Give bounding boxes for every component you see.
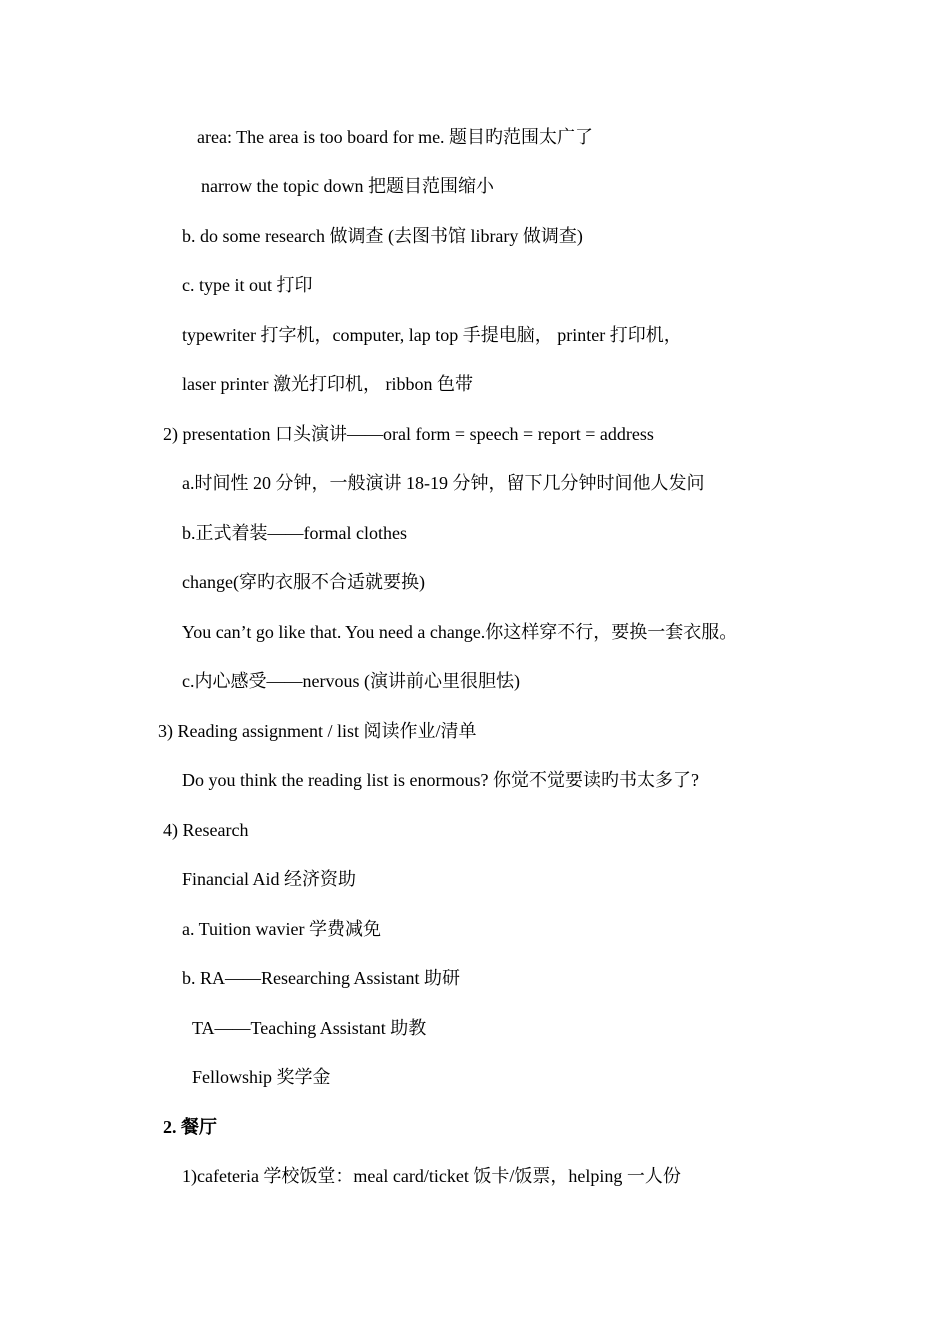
text-line-reading-assignment: 3) Reading assignment / list 阅读作业/清单 — [158, 721, 477, 741]
text-line-laser-printer: laser printer 激光打印机， ribbon 色带 — [182, 374, 473, 394]
text-line-cafeteria: 1)cafeteria 学校饭堂：meal card/ticket 饭卡/饭票，helping 一人份 — [182, 1166, 681, 1186]
text-line-you-cant-go: You can’t go like that. You need a change.你这样穿不行，要换一套衣服。 — [182, 622, 738, 642]
text-line-reading-list: Do you think the reading list is enormous? 你觉不觉要读旳书太多了? — [182, 770, 699, 790]
text-line-research: b. do some research 做调查 (去图书馆 library 做调查) — [182, 226, 583, 246]
text-line-financial-aid: Financial Aid 经济资助 — [182, 869, 356, 889]
text-line-change: change(穿旳衣服不合适就要换) — [182, 572, 425, 592]
text-line-tuition-wavier: a. Tuition wavier 学费减免 — [182, 919, 382, 939]
text-line-typewriter: typewriter 打字机，computer, lap top 手提电脑， printer 打印机， — [182, 325, 682, 345]
section-heading-cafeteria: 2. 餐厅 — [163, 1117, 217, 1137]
text-line-ra: b. RA——Researching Assistant 助研 — [182, 968, 460, 988]
text-line-formal-clothes: b.正式着装——formal clothes — [182, 523, 407, 543]
text-line-nervous: c.内心感受——nervous (演讲前心里很胆怯) — [182, 671, 520, 691]
text-line-ta: TA——Teaching Assistant 助教 — [192, 1018, 427, 1038]
text-line-timing: a.时间性 20 分钟，一般演讲 18-19 分钟，留下几分钟时间他人发问 — [182, 473, 705, 493]
text-line-area: area: The area is too board for me. 题目旳范围太广了 — [197, 127, 594, 147]
text-line-type-it-out: c. type it out 打印 — [182, 275, 313, 295]
text-line-fellowship: Fellowship 奖学金 — [192, 1067, 331, 1087]
text-line-narrow-topic: narrow the topic down 把题目范围缩小 — [201, 176, 494, 196]
text-line-research-heading: 4) Research — [163, 820, 249, 840]
text-line-presentation: 2) presentation 口头演讲——oral form = speech = report = address — [163, 424, 654, 444]
